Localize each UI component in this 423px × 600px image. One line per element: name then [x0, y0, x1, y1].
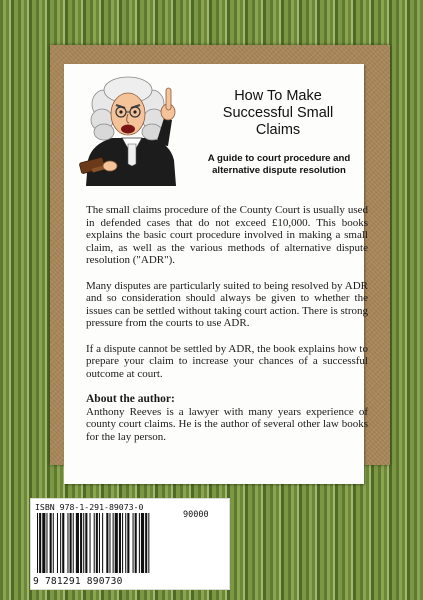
title-line: Successful Small: [222, 105, 334, 121]
barcode-bar: [99, 513, 100, 573]
blurb: [86, 204, 368, 443]
barcode-bar: [119, 513, 121, 573]
isbn-text: ISBN 978-1-291-89073-0: [35, 502, 144, 512]
barcode-bar: [50, 513, 52, 573]
book-title: [192, 88, 364, 139]
barcode-bar: [127, 513, 129, 573]
about-author-heading: About the author:: [86, 392, 175, 405]
blurb-paragraph: Many disputes are particularly suited to being resolved by ADR and so consideration should always be given to whether the issues can be settled without taking court action. There is strong pressure from the courts to use ADR.: [86, 279, 368, 330]
ean-digits: 9 781291 890730: [33, 576, 123, 587]
barcode-bar: [148, 513, 149, 573]
barcode-bar: [141, 513, 144, 573]
barcode-bar: [96, 513, 98, 573]
barcode-bar: [67, 513, 68, 573]
subtitle-line: alternative dispute resolution: [212, 165, 346, 176]
about-author-text: Anthony Reeves is a lawyer with many years experience of county court claims. He is the author of several other law books for the lay person.: [86, 405, 368, 443]
barcode-bar: [53, 513, 54, 573]
barcode-icon: [35, 513, 227, 575]
barcode-bar: [76, 513, 79, 573]
barcode-bar: [94, 513, 95, 573]
price-code: 90000: [183, 510, 209, 520]
barcode-bar: [133, 513, 134, 573]
barcode-bar: [80, 513, 82, 573]
barcode-bar: [42, 513, 45, 573]
barcode-bar: [83, 513, 84, 573]
book-subtitle: [194, 153, 364, 177]
barcode-bar: [122, 513, 123, 573]
barcode-bar: [73, 513, 74, 573]
barcode-bar: [39, 513, 41, 573]
barcode-bar: [70, 513, 72, 573]
barcode-bar: [62, 513, 64, 573]
barcode-bar: [135, 513, 137, 573]
content-panel: [64, 64, 368, 484]
blurb-paragraph: If a dispute cannot be settled by ADR, the book explains how to prepare your claim to increase your chances of a successful outcome at court.: [86, 342, 368, 380]
barcode-bar: [57, 513, 58, 573]
barcode-bar: [139, 513, 140, 573]
barcode-bar: [125, 513, 126, 573]
barcode-bar: [37, 513, 38, 573]
barcode-bar: [85, 513, 87, 573]
barcode-bar: [115, 513, 118, 573]
barcode-bar: [106, 513, 108, 573]
subtitle-line: A guide to court procedure and: [207, 153, 351, 164]
barcode-bar: [145, 513, 147, 573]
barcode-bar: [102, 513, 103, 573]
judge-illustration: [78, 74, 186, 186]
barcode-bar: [46, 513, 47, 573]
blurb-paragraph: The small claims procedure of the County Court is usually used in defended cases that do not exceed £10,000. This books explains the basic court procedure involved in making a small claim, as well as the various methods of alternative dispute resolution ("ADR").: [86, 204, 368, 267]
title-line: Claims: [255, 122, 301, 138]
title-line: How To Make: [234, 88, 322, 104]
barcode-bar: [60, 513, 61, 573]
barcode-bar: [109, 513, 110, 573]
barcode-bar: [113, 513, 114, 573]
barcode-bar: [90, 513, 91, 573]
barcode-box: [30, 498, 230, 590]
